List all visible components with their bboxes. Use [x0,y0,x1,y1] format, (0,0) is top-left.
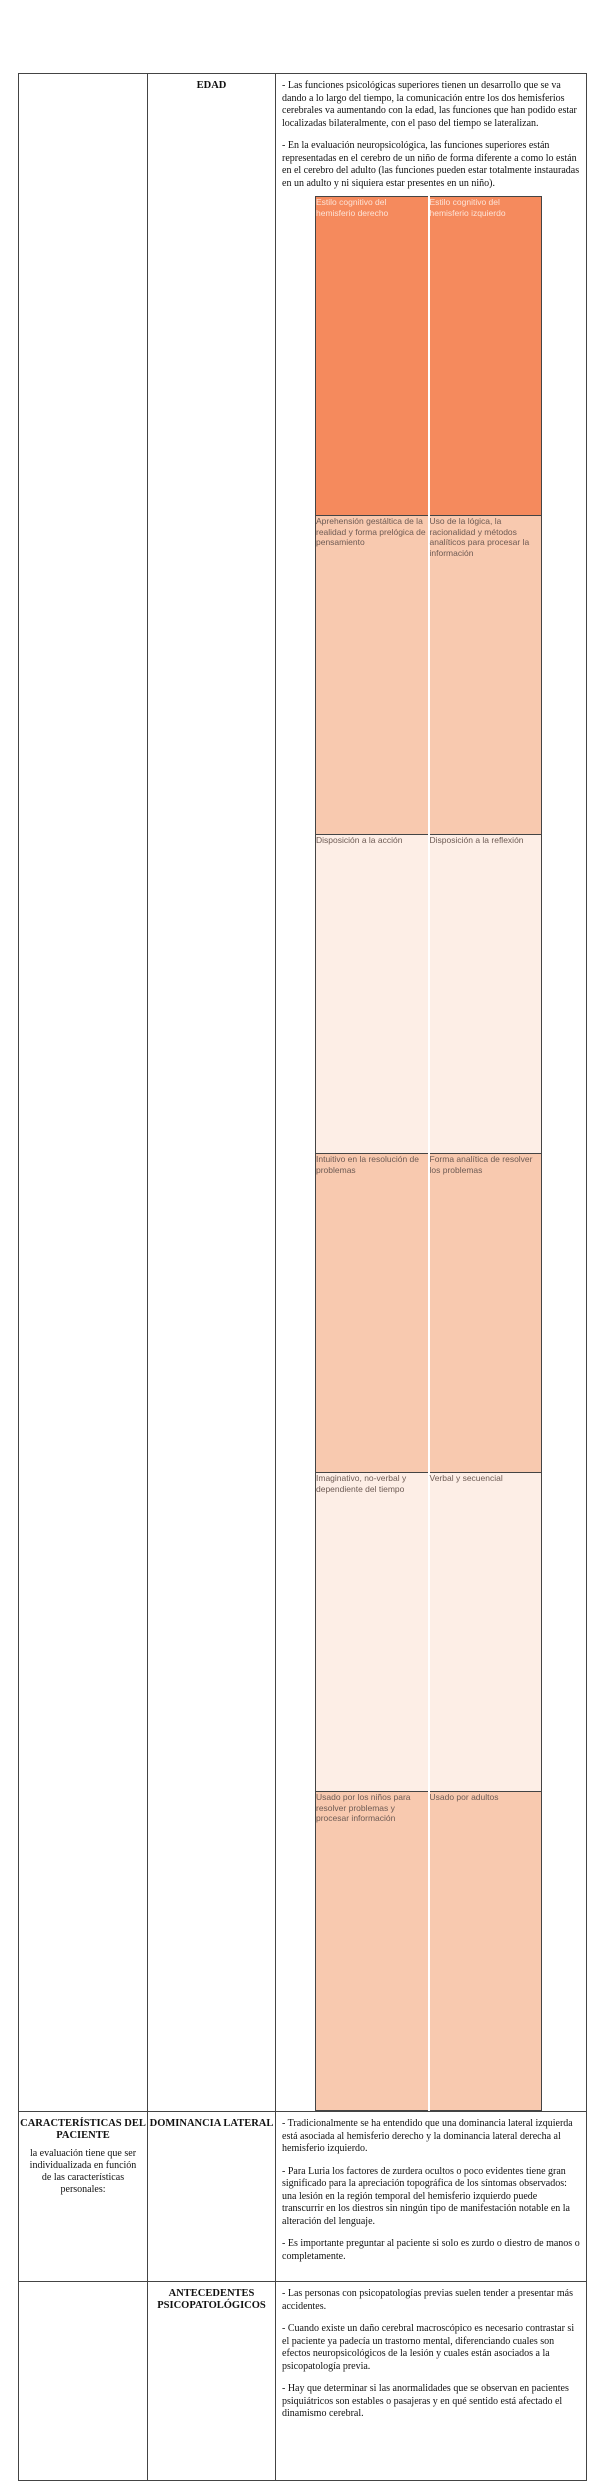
category-cell [19,74,148,2112]
inner-cell: Disposición a la acción [316,835,429,1154]
category-cell [19,2112,148,2282]
category-title: CARACTERÍSTICAS DEL PACIENTE [20,2118,146,2141]
table-row [19,2282,587,2481]
paragraph: - Hay que determinar si las anormalidades que se observan en pacientes psiquiátricos son estables o pasajeras y en qué sentido está afectado el dinamismo cerebral. [282,2383,569,2419]
inner-row [316,1154,542,1473]
content-cell [276,74,587,2112]
paragraph: - Cuando existe un daño cerebral macroscópico es necesario contrastar si el paciente ya padecía un trastorno mental, diferenciando cuales son efectos neuropsicológicos de la lesión y cuales están asociados a la psicopatología previa. [282,2323,575,2372]
inner-cell: Intuitivo en la resolución de problemas [316,1154,429,1473]
content-cell [276,2112,587,2282]
table-row [19,2112,587,2282]
paragraph: - Las personas con psicopatologías previas suelen tender a presentar más accidentes. [282,2288,574,2312]
topic-cell [148,2282,276,2481]
inner-cell: Imaginativo, no-verbal y dependiente del tiempo [316,1473,429,1792]
paragraph: - Tradicionalmente se ha entendido que una dominancia lateral izquierda está asociada al hemisferio derecho y la dominancia lateral derecha al hemisferio izquierdo. [282,2118,573,2154]
inner-header-row [316,197,542,516]
inner-row [316,516,542,835]
inner-cell: Forma analítica de resolver los problemas [429,1154,542,1473]
inner-cell: Usado por adultos [429,1792,542,2111]
category-cell [19,2282,148,2481]
inner-row [316,1473,542,1792]
cognitive-style-table [315,196,542,2111]
topic-title: ANTECEDENTES PSICOPATOLÓGICOS [157,2288,266,2311]
paragraph: - Es importante preguntar al paciente si solo es zurdo o diestro de manos o completamente. [282,2238,580,2262]
table-row [19,74,587,2112]
header-right-hemisphere: Estilo cognitivo del hemisferio derecho [316,197,429,516]
inner-row [316,1792,542,2111]
inner-cell: Usado por los niños para resolver problemas y procesar información [316,1792,429,2111]
category-description: la evaluación tiene que ser individualizada en función de las características personales: [29,2148,137,2195]
paragraph: - Las funciones psicológicas superiores tienen un desarrollo que se va dando a lo largo del tiempo, la comunicación entre los dos hemisferios cerebrales va aumentando con la edad, las funciones que han podido estar localizadas bilateralmente, con el paso del tiempo se lateralizan. [282,80,577,129]
topic-title: EDAD [196,80,227,91]
content-cell [276,2282,587,2481]
topic-cell [148,2112,276,2282]
topic-cell [148,74,276,2112]
paragraph: - En la evaluación neuropsicológica, las funciones superiores están representadas en el cerebro de un niño de forma diferente a como lo están en el cerebro del adulto (las funciones pueden estar totalmente instauradas en un adulto y ni siquiera estar presentes en un niño). [282,140,580,189]
inner-cell: Disposición a la reflexión [429,835,542,1154]
inner-row [316,835,542,1154]
paragraph: - Para Luria los factores de zurdera ocultos o poco evidentes tiene gran significado para la apreciación topográfica de los síntomas observados: una lesión en la región temporal del hemisferio izquierdo puede transcurrir en los diestros sin ningún tipo de manifestación notable en la alteración del lenguaje. [282,2165,570,2227]
inner-cell: Aprehensión gestáltica de la realidad y forma prelógica de pensamiento [316,516,429,835]
inner-cell: Uso de la lógica, la racionalidad y métodos analíticos para procesar la información [429,516,542,835]
topic-title: DOMINANCIA LATERAL [149,2118,274,2129]
header-left-hemisphere: Estilo cognitivo del hemisferio izquierdo [429,197,542,516]
evaluation-factors-table [18,73,587,2481]
inner-cell: Verbal y secuencial [429,1473,542,1792]
